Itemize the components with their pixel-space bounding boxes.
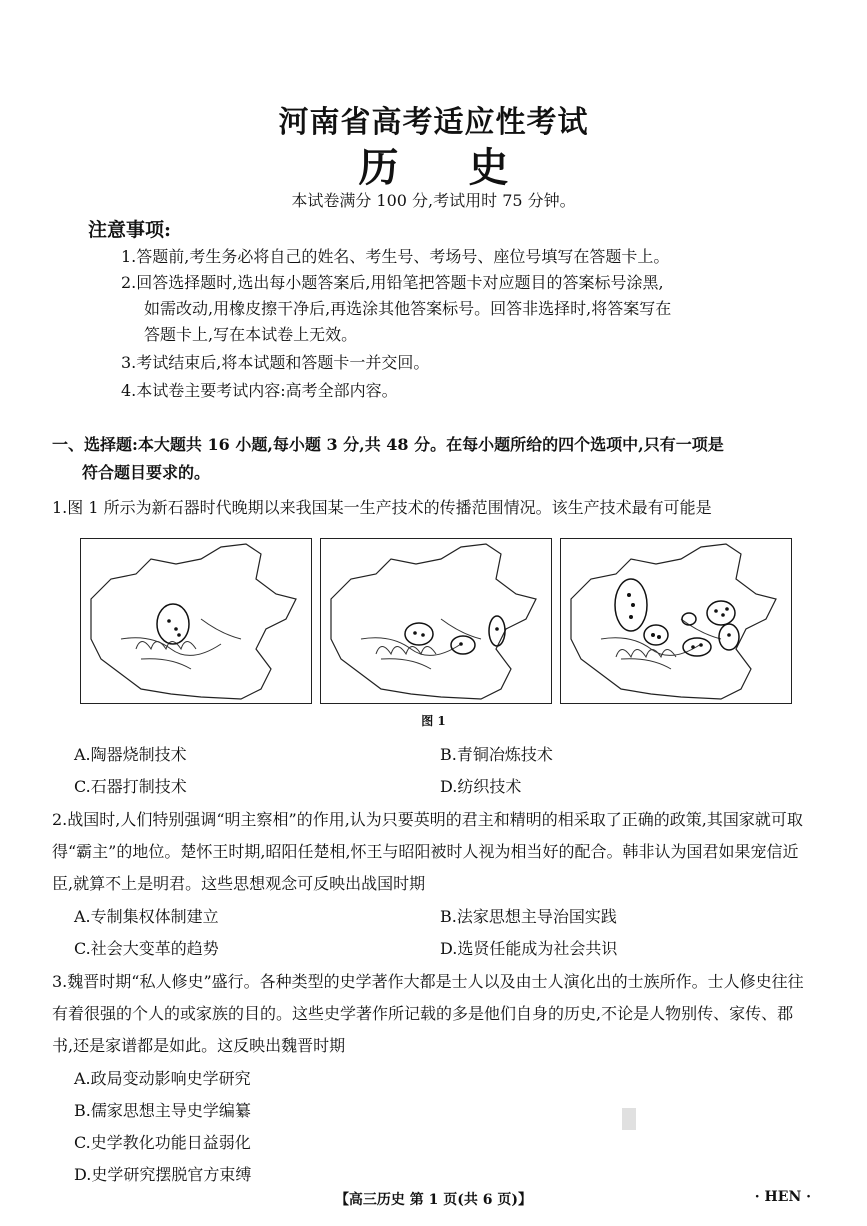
figure-1-maps	[80, 538, 792, 704]
map-panel-3	[560, 538, 792, 704]
q1-option-c[interactable]: C.石器打制技术	[74, 777, 187, 796]
subject-title: 历史	[358, 144, 579, 191]
exam-code: · HEN ·	[754, 1189, 811, 1205]
question-3-stem: 3.魏晋时期“私人修史”盛行。各种类型的史学著作大都是士人以及由士人演化出的士族所作。士人修史往往有着很强的个人的或家族的目的。这些史学著作所记载的多是他们自身的历史,不论是人物别传、家传、郡书,还是家谱都是如此。这反映出魏晋时期	[52, 972, 804, 1055]
exam-info: 本试卷满分 100 分,考试用时 75 分钟。	[291, 191, 576, 210]
q1-option-d[interactable]: D.纺织技术	[440, 777, 522, 796]
q2-option-a[interactable]: A.专制集权体制建立	[74, 907, 219, 926]
section-heading	[52, 431, 812, 487]
q1-option-a[interactable]: A.陶器烧制技术	[74, 745, 187, 764]
q2-option-b[interactable]: B.法家思想主导治国实践	[440, 907, 617, 926]
note-item: 如需改动,用橡皮擦干净后,再选涂其他答案标号。回答非选择时,将答案写在	[144, 299, 672, 318]
page-footer: 【高三历史 第 1 页(共 6 页)】	[334, 1192, 533, 1208]
scan-mark	[622, 1108, 636, 1130]
map-panel-2	[320, 538, 552, 704]
question-2-stem: 2.战国时,人们特别强调“明主察相”的作用,认为只要英明的君主和精明的相采取了正确的政策,其国家就可取得“霸主”的地位。楚怀王时期,昭阳任楚相,怀王与昭阳被时人视为相当好的配合。韩非认为国君如果宠信近臣,就算不上是明君。这些思想观念可反映出战国时期	[52, 810, 803, 893]
map-outline-2	[321, 539, 550, 702]
section-line-1: 一、选择题:本大题共 16 小题,每小题 3 分,共 48 分。在每小题所给的四个选项中,只有一项是	[52, 435, 724, 454]
note-item: 答题卡上,写在本试卷上无效。	[144, 325, 358, 344]
exam-title: 河南省高考适应性考试	[278, 105, 589, 140]
map-panel-1	[80, 538, 312, 704]
map-outline-1	[81, 539, 310, 702]
q3-option-b[interactable]: B.儒家思想主导史学编纂	[74, 1101, 251, 1120]
section-line-2: 符合题目要求的。	[82, 463, 211, 482]
q1-option-b[interactable]: B.青铜冶炼技术	[440, 745, 553, 764]
note-item: 4.本试卷主要考试内容:高考全部内容。	[121, 381, 398, 400]
q3-option-d[interactable]: D.史学研究摆脱官方束缚	[74, 1165, 252, 1184]
figure-caption: 图 1	[421, 714, 446, 728]
q3-option-c[interactable]: C.史学教化功能日益弱化	[74, 1133, 251, 1152]
map-outline-3	[561, 539, 790, 702]
note-item: 1.答题前,考生务必将自己的姓名、考生号、考场号、座位号填写在答题卡上。	[121, 247, 670, 266]
q3-option-a[interactable]: A.政局变动影响史学研究	[74, 1069, 251, 1088]
note-item: 2.回答选择题时,选出每小题答案后,用铅笔把答题卡对应题目的答案标号涂黑,	[121, 273, 664, 292]
notes-heading: 注意事项:	[88, 219, 172, 241]
question-1-stem: 1.图 1 所示为新石器时代晚期以来我国某一生产技术的传播范围情况。该生产技术最有可能是	[52, 498, 712, 517]
q2-option-d[interactable]: D.选贤任能成为社会共识	[440, 939, 618, 958]
q2-option-c[interactable]: C.社会大变革的趋势	[74, 939, 219, 958]
note-item: 3.考试结束后,将本试题和答题卡一并交回。	[121, 353, 430, 372]
